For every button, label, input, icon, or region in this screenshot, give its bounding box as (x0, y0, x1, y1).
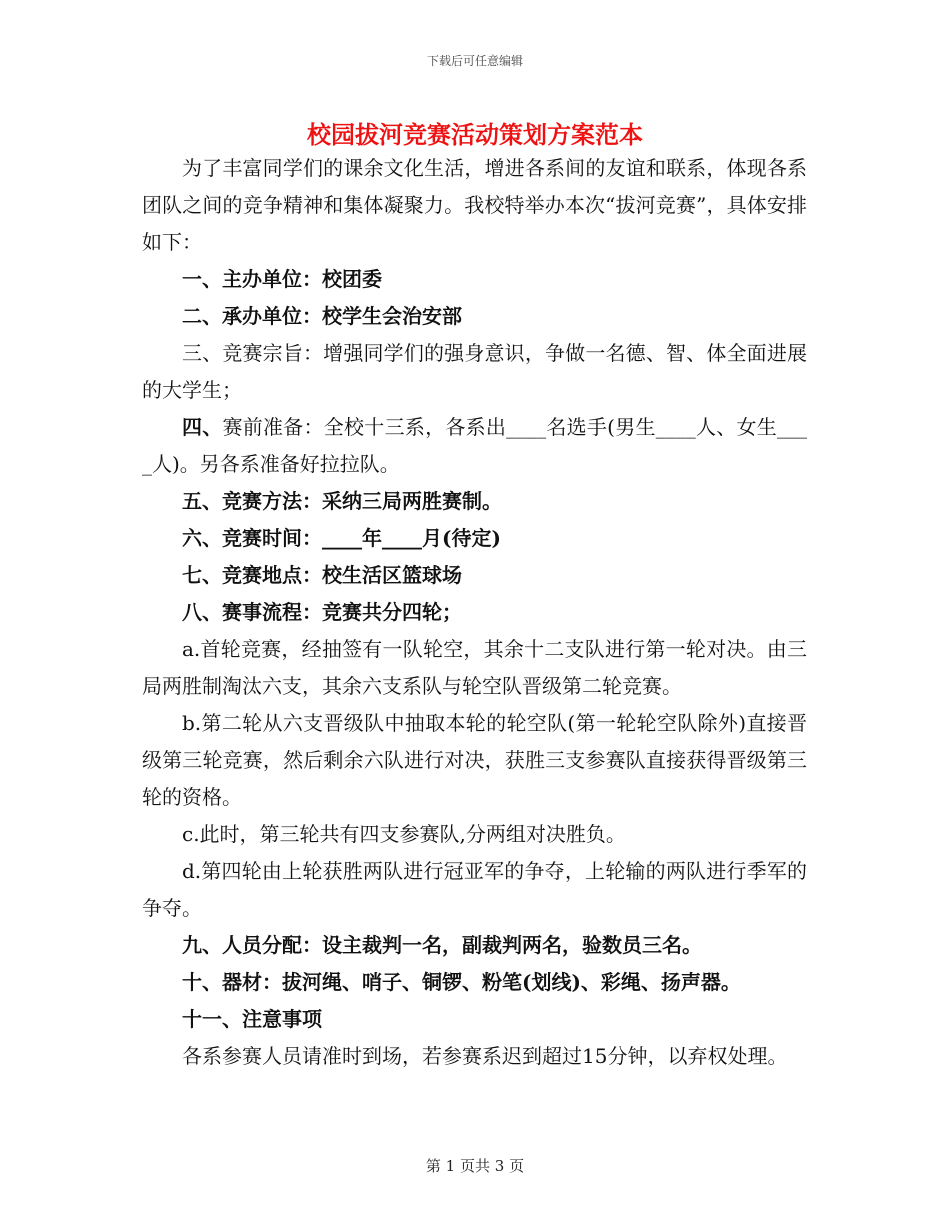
section-preparation (142, 409, 807, 483)
section-location: 七、竞赛地点：校生活区篮球场 (182, 563, 462, 587)
section-process: 八、赛事流程：竞赛共分四轮； (182, 600, 462, 624)
process-round-b: b.第二轮从六支晋级队中抽取本轮的轮空队(第一轮轮空队除外)直接晋级第三轮竞赛，然后剩余六队进行对决，获胜三支参赛队直接获得晋级第三轮的资格。 (142, 711, 807, 809)
section-staff: 九、人员分配：设主裁判一名，副裁判两名，验数员三名。 (182, 933, 702, 957)
section-organizer: 一、主办单位：校团委 (182, 267, 382, 291)
section-host: 二、承办单位：校学生会治安部 (182, 304, 462, 328)
notes-paragraph: 各系参赛人员请准时到场，若参赛系迟到超过15分钟，以弃权处理。 (182, 1044, 788, 1068)
section-preparation-number: 四、 (182, 415, 223, 439)
section-purpose: 三、竞赛宗旨：增强同学们的强身意识，争做一名德、智、体全面进展的大学生； (142, 341, 807, 402)
section-preparation-text: 赛前准备：全校十三系，各系出____名选手(男生____人、女生____人)。另各系准备好拉拉队。 (142, 415, 807, 476)
page-footer: 第 1 页共 3 页 (425, 1157, 525, 1175)
section-time: 六、竞赛时间：____年____月(待定) (182, 526, 501, 550)
document-body (142, 150, 807, 1075)
page-header: 下载后可任意编辑 (426, 54, 523, 68)
document-title: 校园拔河竞赛活动策划方案范本 (307, 120, 643, 149)
intro-paragraph: 为了丰富同学们的课余文化生活，增进各系间的友谊和联系，体现各系团队之间的竞争精神和集体凝聚力。我校特举办本次“拔河竞赛”，具体安排如下： (142, 156, 807, 254)
process-round-a: a.首轮竞赛，经抽签有一队轮空，其余十二支队进行第一轮对决。由三局两胜制淘汰六支，其余六支系队与轮空队晋级第二轮竞赛。 (142, 637, 807, 698)
section-method: 五、竞赛方法：采纳三局两胜赛制。 (182, 489, 502, 513)
section-equipment: 十、器材：拔河绳、哨子、铜锣、粉笔(划线)、彩绳、扬声器。 (182, 970, 741, 994)
process-round-c: c.此时，第三轮共有四支参赛队,分两组对决胜负。 (182, 822, 626, 846)
process-round-d: d.第四轮由上轮获胜两队进行冠亚军的争夺，上轮输的两队进行季军的争夺。 (142, 859, 807, 920)
section-notes: 十一、注意事项 (182, 1007, 322, 1031)
